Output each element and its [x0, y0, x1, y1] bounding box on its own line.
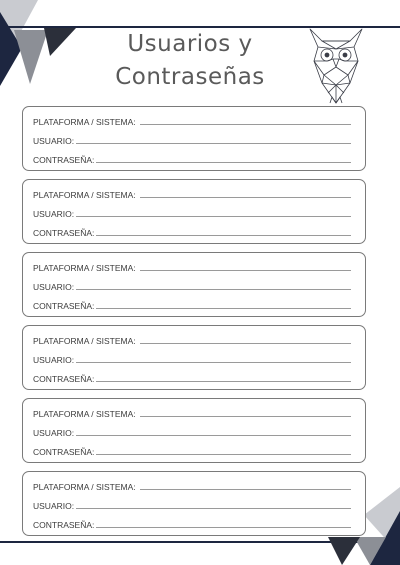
user-write-line[interactable] — [76, 435, 351, 436]
credential-card — [22, 106, 366, 171]
password-row — [33, 516, 351, 530]
user-write-line[interactable] — [76, 216, 351, 217]
password-label: CONTRASEÑA: — [33, 374, 95, 384]
platform-write-line[interactable] — [140, 416, 351, 417]
title-line-2: Contraseñas — [115, 64, 265, 90]
user-row — [33, 497, 351, 511]
platform-row — [33, 478, 351, 492]
platform-label: PLATAFORMA / SISTEMA: — [33, 409, 136, 419]
user-row — [33, 351, 351, 365]
user-row — [33, 278, 351, 292]
credential-card — [22, 252, 366, 317]
platform-write-line[interactable] — [140, 489, 351, 490]
platform-row — [33, 259, 351, 273]
password-row — [33, 224, 351, 238]
credential-card — [22, 325, 366, 390]
platform-row — [33, 332, 351, 346]
password-write-line[interactable] — [96, 235, 351, 236]
corner-triangles-icon — [0, 0, 80, 90]
password-row — [33, 297, 351, 311]
password-write-line[interactable] — [96, 308, 351, 309]
password-write-line[interactable] — [96, 381, 351, 382]
user-label: USUARIO: — [33, 282, 75, 292]
password-label: CONTRASEÑA: — [33, 228, 95, 238]
platform-label: PLATAFORMA / SISTEMA: — [33, 117, 136, 127]
user-label: USUARIO: — [33, 136, 75, 146]
platform-row — [33, 113, 351, 127]
password-label: CONTRASEÑA: — [33, 155, 95, 165]
credential-card — [22, 398, 366, 463]
user-label: USUARIO: — [33, 428, 75, 438]
platform-row — [33, 405, 351, 419]
user-label: USUARIO: — [33, 501, 75, 511]
password-row — [33, 443, 351, 457]
password-label: CONTRASEÑA: — [33, 520, 95, 530]
user-write-line[interactable] — [76, 508, 351, 509]
user-row — [33, 424, 351, 438]
password-label: CONTRASEÑA: — [33, 447, 95, 457]
page-title — [90, 28, 290, 94]
platform-write-line[interactable] — [140, 197, 351, 198]
credential-cards — [22, 106, 366, 544]
password-row — [33, 370, 351, 384]
platform-label: PLATAFORMA / SISTEMA: — [33, 263, 136, 273]
platform-write-line[interactable] — [140, 124, 351, 125]
password-label: CONTRASEÑA: — [33, 301, 95, 311]
password-row — [33, 151, 351, 165]
password-write-line[interactable] — [96, 527, 351, 528]
platform-row — [33, 186, 351, 200]
platform-label: PLATAFORMA / SISTEMA: — [33, 190, 136, 200]
password-write-line[interactable] — [96, 454, 351, 455]
user-write-line[interactable] — [76, 289, 351, 290]
user-row — [33, 205, 351, 219]
user-label: USUARIO: — [33, 355, 75, 365]
platform-label: PLATAFORMA / SISTEMA: — [33, 336, 136, 346]
user-write-line[interactable] — [76, 362, 351, 363]
credential-card — [22, 471, 366, 536]
user-label: USUARIO: — [33, 209, 75, 219]
platform-write-line[interactable] — [140, 343, 351, 344]
password-write-line[interactable] — [96, 162, 351, 163]
credential-card — [22, 179, 366, 244]
platform-write-line[interactable] — [140, 270, 351, 271]
user-row — [33, 132, 351, 146]
platform-label: PLATAFORMA / SISTEMA: — [33, 482, 136, 492]
owl-illustration — [302, 27, 370, 105]
title-line-1: Usuarios y — [127, 31, 253, 57]
user-write-line[interactable] — [76, 143, 351, 144]
